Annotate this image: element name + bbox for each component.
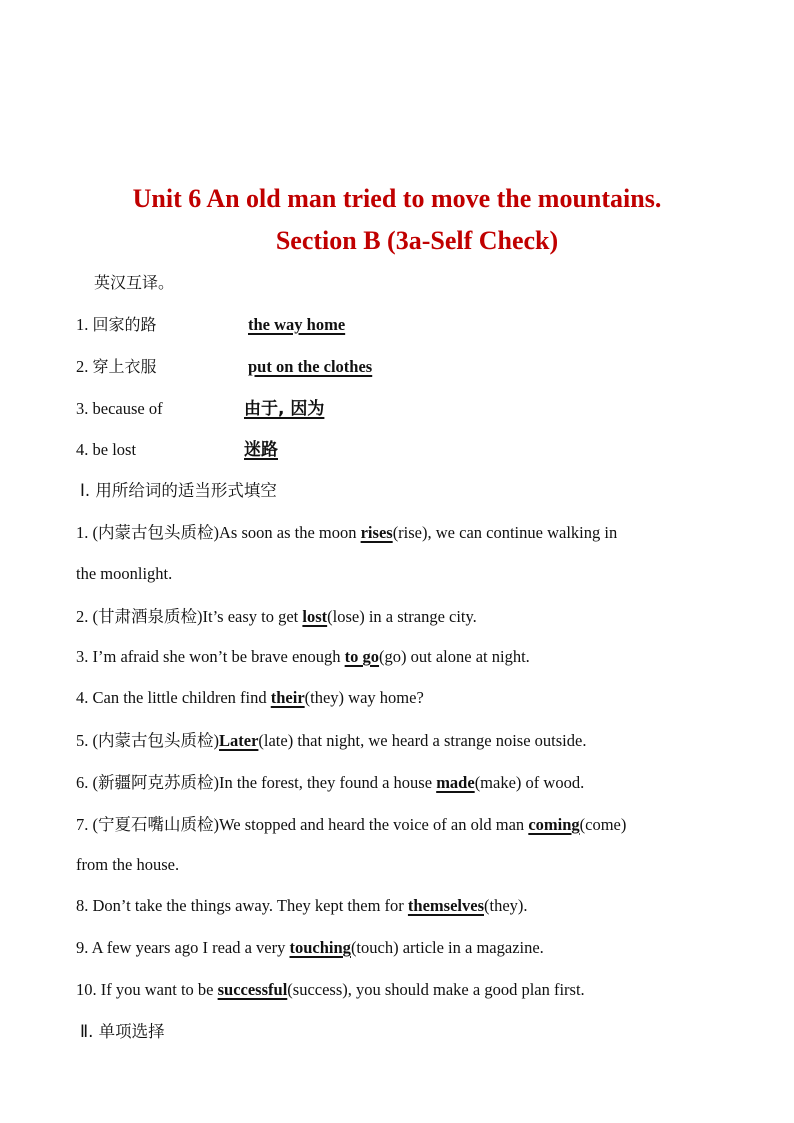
exercise-item <box>76 607 477 627</box>
exercise-text: 4. Can the little children find <box>76 688 271 707</box>
vocab-item <box>76 440 278 460</box>
exercise-continuation: the moonlight. <box>76 564 173 583</box>
vocab-answer: put on the clothes <box>248 357 373 376</box>
exercise-item <box>76 647 530 667</box>
exercise-continuation: from the house. <box>76 855 180 874</box>
exercise-item <box>76 896 528 916</box>
exercise-text: (go) out alone at night. <box>379 647 530 666</box>
exercise-text: 9. A few years ago I read a very <box>76 938 290 957</box>
exercise-text: (they) way home? <box>304 688 424 707</box>
page-title: Unit 6 An old man tried to move the mountains. <box>132 184 662 213</box>
exercise-item <box>76 815 626 835</box>
exercise-item <box>76 688 424 708</box>
vocab-num: 1. <box>76 315 89 334</box>
exercise-text: 2. (甘肃酒泉质检)It’s easy to get <box>76 607 303 626</box>
answer: their <box>270 688 305 707</box>
exercise-text: (they). <box>484 896 528 915</box>
exercise-text: (rise), we can continue walking in <box>392 523 618 542</box>
exercise-text: 3. I’m afraid she won’t be brave enough <box>76 647 345 666</box>
exercise-text: (late) that night, we heard a strange noise outside. <box>258 731 587 750</box>
exercise-text: 6. (新疆阿克苏质检)In the forest, they found a house <box>76 773 437 792</box>
vocab-item <box>76 399 325 419</box>
vocab-answer: 迷路 <box>244 440 278 460</box>
vocab-prompt: be lost <box>92 440 137 459</box>
answer: coming <box>528 815 580 834</box>
answer: lost <box>302 607 328 626</box>
exercise-text: (touch) article in a magazine. <box>350 938 544 957</box>
vocab-item <box>76 357 373 377</box>
vocab-prompt: 回家的路 <box>92 315 157 334</box>
exercise-item <box>76 523 617 543</box>
exercise-text: 10. If you want to be <box>76 980 218 999</box>
exercise-text: (make) of wood. <box>474 773 585 792</box>
page-subtitle: Section B (3a-Self Check) <box>275 226 559 255</box>
exercise-text: 7. (宁夏石嘴山质检)We stopped and heard the voice of an old man <box>76 815 529 834</box>
vocab-heading: 英汉互译。 <box>94 273 175 292</box>
vocab-answer: the way home <box>248 315 346 334</box>
vocab-num: 4. <box>76 440 89 459</box>
exercise-text: (come) <box>579 815 627 834</box>
answer: made <box>436 773 475 792</box>
exercise-item <box>76 980 585 1000</box>
answer: touching <box>289 938 351 957</box>
vocab-answer: 由于, 因为 <box>244 399 325 419</box>
answer: to go <box>344 647 380 666</box>
vocab-num: 2. <box>76 357 89 376</box>
answer: rises <box>360 523 393 542</box>
vocab-num: 3. <box>76 399 89 418</box>
exercise-text: 1. (内蒙古包头质检)As soon as the moon <box>76 523 361 542</box>
answer: themselves <box>407 896 484 915</box>
exercise-item <box>76 773 584 793</box>
exercise-item <box>76 938 544 958</box>
exercise-text: (success), you should make a good plan first. <box>287 980 585 999</box>
answer: Later <box>219 731 259 750</box>
exercise-text: (lose) in a strange city. <box>327 607 477 626</box>
answer: successful <box>217 980 288 999</box>
vocab-item <box>76 315 346 335</box>
exercise-item <box>76 731 586 751</box>
section2-heading: Ⅱ. 单项选择 <box>80 1022 165 1041</box>
section1-heading: Ⅰ. 用所给词的适当形式填空 <box>80 481 277 500</box>
exercise-text: 8. Don’t take the things away. They kept them for <box>76 896 408 915</box>
exercise-text: 5. (内蒙古包头质检) <box>76 731 219 750</box>
vocab-prompt: because of <box>92 399 163 418</box>
vocab-prompt: 穿上衣服 <box>92 357 157 376</box>
